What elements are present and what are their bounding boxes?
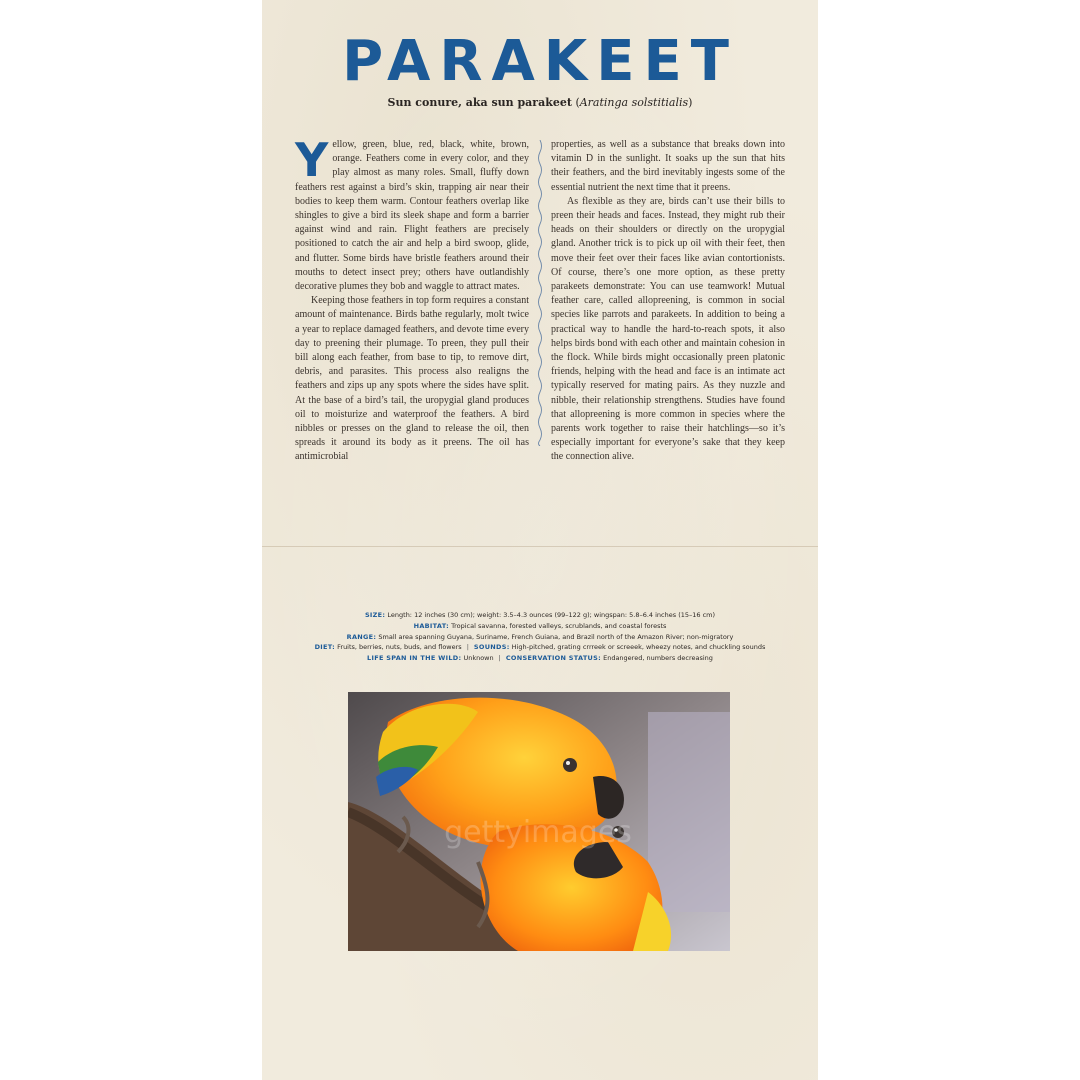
fact-habitat [262,621,818,632]
fact-label: SIZE: [364,611,386,619]
open-paren: ( [575,96,580,109]
page-divider [262,546,818,547]
body-paragraph: Keeping those feathers in top form requires a constant amount of maintenance. Birds bathe regularly, molt twice a year to replace damaged feathers, and devote time every day to preening their plumage. To preen, they pull their bill along each feather, from base to tip, to remove dirt, debris, and parasites. This process also realigns the feathers and zips up any spots where the sides have split. At the base of a bird’s tail, the uropygial gland produces oil to moisturize and waterproof the feathers. A bird nibbles or presses on the gland to release the oil, then spreads it around its body as it preens. The oil has antimicrobial [295,295,529,463]
watermark-text: gettyimages [444,815,632,850]
fact-box [262,610,818,664]
fact-separator: | [498,654,501,663]
fact-value: Endangered, numbers decreasing [603,654,713,663]
book-page [262,0,818,1080]
close-paren: ) [688,96,693,109]
fact-separator: | [466,643,469,652]
body-column-right [551,138,785,465]
fact-value: High-pitched, grating crrreek or screeek, wheezy notes, and chuckling sounds [511,643,766,652]
body-paragraph: As flexible as they are, birds can’t use their bills to preen their heads and faces. Instead, they might rub their heads on their shoulders or directly on the uropygial gland. Another trick is to pick up oil with their feet, then move their feet over their faces like avian contortionists. Of course, there’s one more option, as these pretty parakeets demonstrate: You can use teamwork! Mutual feather care, called allopreening, is common in social species like parrots and parakeets. In addition to being a practical way to handle the hard-to-reach spots, it also helps birds bond with each other and maintain cohesion in the flock. While birds might occasionally preen platonic friends, helping with the head and face is an intimate act typically reserved for mating pairs. As they nuzzle and nibble, their relationship strengthens. Studies have found that allopreening is more common in species where the parents work together to raise their hatchlings—so it’s especially important for everyone’s sake that they keep the connection alive. [551,195,785,463]
fact-lifespan-conservation [262,653,818,664]
body-paragraph [295,133,529,294]
fact-size [262,610,818,621]
parakeet-photo-illustration [348,692,730,951]
fact-label: LIFE SPAN IN THE WILD: [367,654,462,663]
fact-range [262,632,818,643]
common-name: Sun conure, aka sun parakeet [387,96,572,109]
fact-label: SOUNDS: [473,643,510,652]
fact-label: HABITAT: [413,621,449,630]
drop-cap: Y [295,133,329,187]
fact-value: Tropical savanna, forested valleys, scrublands, and coastal forests [451,621,667,630]
body-paragraph: properties, as well as a substance that breaks down into vitamin D in the sunlight. It soaks up the sun that hits their feathers, and the bird inevitably ingests some of the essential nutrient the next time that it preens. [551,139,785,193]
page-subtitle [262,96,818,109]
scientific-name: Aratinga solstitialis [579,96,689,109]
fact-diet-sounds [262,642,818,653]
fact-label: CONSERVATION STATUS: [505,654,602,663]
paragraph-text: ellow, green, blue, red, black, white, brown, orange. Feathers come in every color, and they play almost as many roles. Small, fluffy down feathers rest against a bird’s skin, trapping air near their bodies to keep them warm. Contour feathers overlap like shingles to give a bird its sleek shape and form a barrier against wind and rain. Flight feathers are precisely positioned to catch the air and help a bird swoop, glide, and flutter. Some birds have bristle feathers around their mouths to detect insect prey; others have outlandishly decorative plumes they bob and waggle to attract mates. [295,139,529,293]
fact-value: Unknown [463,654,494,663]
column-divider-ornament [536,140,544,446]
parakeet-photo [348,692,730,951]
page-title: PARAKEET [342,29,738,94]
fact-label: RANGE: [346,632,377,641]
fact-value: Small area spanning Guyana, Suriname, French Guiana, and Brazil north of the Amazon River; non-migratory [378,632,734,641]
fact-label: DIET: [314,643,336,652]
body-column-left [295,133,529,465]
fact-value: Fruits, berries, nuts, buds, and flowers [337,643,462,652]
fact-value: Length: 12 inches (30 cm); weight: 3.5–4.3 ounces (99–122 g); wingspan: 5.8–6.4 inches (15–16 cm) [387,611,716,619]
